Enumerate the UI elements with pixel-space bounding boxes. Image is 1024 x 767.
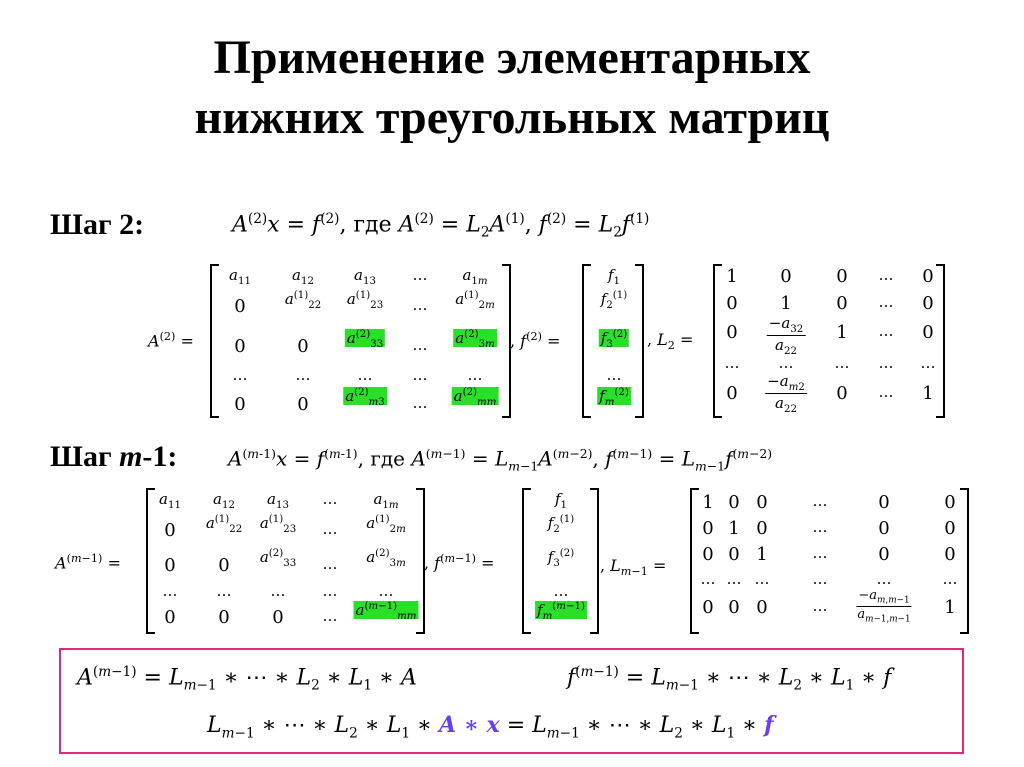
matrix-l2-left-bracket	[713, 264, 722, 418]
vector-f2-label: , $f^{(2)}$ =	[510, 330, 561, 351]
matrix-l2-right-bracket	[936, 264, 945, 418]
matrix-lm-left-bracket	[690, 488, 699, 634]
page-title	[0, 28, 1024, 148]
highlight-amm-m1: $a^{(m-1)}_{mm}$	[355, 601, 417, 622]
step-2-where: , где	[339, 212, 392, 238]
matrix-am-label: $A^{(m-1)}$ =	[55, 552, 121, 573]
vector-f2-right-bracket	[635, 264, 644, 418]
vector-f2-left-bracket	[582, 264, 591, 418]
highlight-a33: $a^{(2)}_{33}$	[346, 329, 384, 350]
highlight-a3m: $a^{(2)}_{3m}$	[455, 329, 495, 350]
highlight-f3: $f_3^{(2)}$	[600, 329, 628, 350]
highlight-amm3: $a^{(2)}_{m3}$	[345, 387, 385, 408]
vector-fm-left-bracket	[522, 488, 531, 634]
vector-fm-label: , $f^{(m-1)}$ =	[424, 552, 495, 573]
summary-eq-system: $L_{m-1}$ ∗ ⋯ ∗ $L_2$ ∗ $L_1$ ∗ A ∗ $x = L_{m-1}$ ∗ ⋯ ∗ $L_2$ ∗ $L_1$ ∗ f	[207, 712, 774, 742]
matrix-am-left-bracket	[146, 488, 155, 634]
matrix-lm-label: , $L_{m-1}$ =	[600, 556, 667, 579]
matrix-a2-left-bracket	[210, 264, 219, 418]
summary-eq-f: $f^{(m-1)} = L_{m-1}$ ∗ ⋯ ∗ $L_2$ ∗ $L_1$ ∗ f	[567, 664, 892, 694]
vector-fm-right-bracket	[590, 488, 599, 634]
step-m-equation: $A^{(m-1)}x = f^{(m-1)}$, где $A^{(m-1)} = L_{m-1}A^{(m-2)}$, $f^{(m-1)} = L_{m-1}f^{(m-2)}$	[228, 446, 773, 474]
summary-box	[59, 648, 964, 754]
highlight-amm: $a^{(2)}_{mm}$	[453, 387, 497, 408]
matrix-lm-right-bracket	[960, 488, 969, 634]
summary-eq-a: $A^{(m-1)} = L_{m-1}$ ∗ ⋯ ∗ $L_2$ ∗ $L_1$ ∗ A	[77, 664, 417, 694]
highlight-fm: $f_m^{(2)}$	[599, 387, 629, 408]
title-line-2: нижних треугольных матриц	[194, 91, 830, 144]
step-2-equation: $A^{(2)}x = f^{(2)}$, где $A^{(2)} = L_2A^{(1)}$, $f^{(2)} = L_2f^{(1)}$	[232, 211, 650, 241]
highlight-fm-m1: $f_m^{(m-1)}$	[537, 601, 585, 622]
title-line-1: Применение элементарных	[213, 31, 811, 84]
step-m-where: , где	[357, 446, 405, 471]
step-2-label: Шаг 2:	[50, 208, 145, 241]
step-m-label: Шаг m-1:	[50, 440, 178, 473]
matrix-l2-label: , $L_2$ =	[647, 330, 694, 353]
matrix-a2-label: $A^{(2)}$ =	[148, 330, 194, 351]
